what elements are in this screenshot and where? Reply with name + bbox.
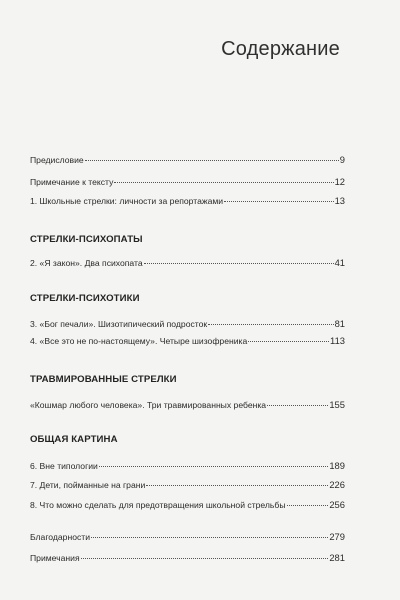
- toc-entry-page: 256: [329, 499, 345, 510]
- dot-leader: [81, 558, 329, 559]
- toc-entry-chapter-5[interactable]: [30, 399, 345, 411]
- toc-entry-label: 1. Школьные стрелки: личности за репортажами: [30, 196, 224, 206]
- dot-leader: [146, 485, 328, 486]
- toc-entry-label: Благодарности: [30, 532, 91, 542]
- toc-entry-preface[interactable]: [30, 154, 345, 166]
- toc-entry-label: 4. «Все это не по-настоящему». Четыре шизофреника: [30, 336, 248, 346]
- dot-leader: [114, 182, 333, 183]
- toc-entry-page: 189: [329, 460, 345, 471]
- toc-entry-chapter-3[interactable]: [30, 318, 345, 330]
- dot-leader: [208, 324, 333, 325]
- toc-entry-acknowledgements[interactable]: [30, 531, 345, 543]
- toc-entry-text-note[interactable]: [30, 176, 345, 188]
- toc-entry-label: Примечание к тексту: [30, 177, 114, 187]
- section-heading-psychopaths: СТРЕЛКИ-ПСИХОПАТЫ: [30, 234, 143, 245]
- toc-entry-page: 9: [339, 154, 345, 165]
- toc-entry-page: 279: [329, 531, 345, 542]
- toc-entry-page: 226: [329, 479, 345, 490]
- toc-entry-label: 8. Что можно сделать для предотвращения школьной стрельбы: [30, 500, 286, 510]
- toc-entry-notes[interactable]: [30, 552, 345, 564]
- dot-leader: [287, 505, 329, 506]
- toc-entry-chapter-1[interactable]: [30, 195, 345, 207]
- dot-leader: [224, 201, 333, 202]
- toc-entry-label: 6. Вне типологии: [30, 461, 98, 471]
- dot-leader: [85, 160, 339, 161]
- dot-leader: [99, 466, 329, 467]
- toc-entry-page: 13: [334, 195, 345, 206]
- toc-entry-label: «Кошмар любого человека». Три травмированных ребенка: [30, 400, 267, 410]
- toc-entry-chapter-4[interactable]: [30, 335, 345, 347]
- toc-entry-page: 113: [330, 335, 345, 346]
- toc-entry-label: 7. Дети, пойманные на грани: [30, 480, 146, 490]
- section-heading-traumatized: ТРАВМИРОВАННЫЕ СТРЕЛКИ: [30, 374, 177, 385]
- dot-leader: [248, 341, 329, 342]
- dot-leader: [144, 263, 334, 264]
- toc-entry-chapter-2[interactable]: [30, 257, 345, 269]
- dot-leader: [267, 405, 328, 406]
- toc-entry-page: 155: [329, 399, 345, 410]
- toc-entry-page: 81: [334, 318, 345, 329]
- toc-entry-chapter-8[interactable]: [30, 499, 345, 511]
- toc-entry-label: 3. «Бог печали». Шизотипический подросток: [30, 319, 208, 329]
- toc-entry-chapter-6[interactable]: [30, 460, 345, 472]
- toc-entry-page: 281: [329, 552, 345, 563]
- toc-entry-label: Примечания: [30, 553, 80, 563]
- page-title: Содержание: [221, 38, 340, 60]
- toc-entry-page: 12: [334, 176, 345, 187]
- section-heading-psychotics: СТРЕЛКИ-ПСИХОТИКИ: [30, 293, 140, 304]
- section-heading-big-picture: ОБЩАЯ КАРТИНА: [30, 434, 118, 445]
- toc-entry-page: 41: [334, 257, 345, 268]
- dot-leader: [91, 537, 328, 538]
- toc-entry-label: Предисловие: [30, 155, 84, 165]
- toc-entry-chapter-7[interactable]: [30, 479, 345, 491]
- toc-entry-label: 2. «Я закон». Два психопата: [30, 258, 143, 268]
